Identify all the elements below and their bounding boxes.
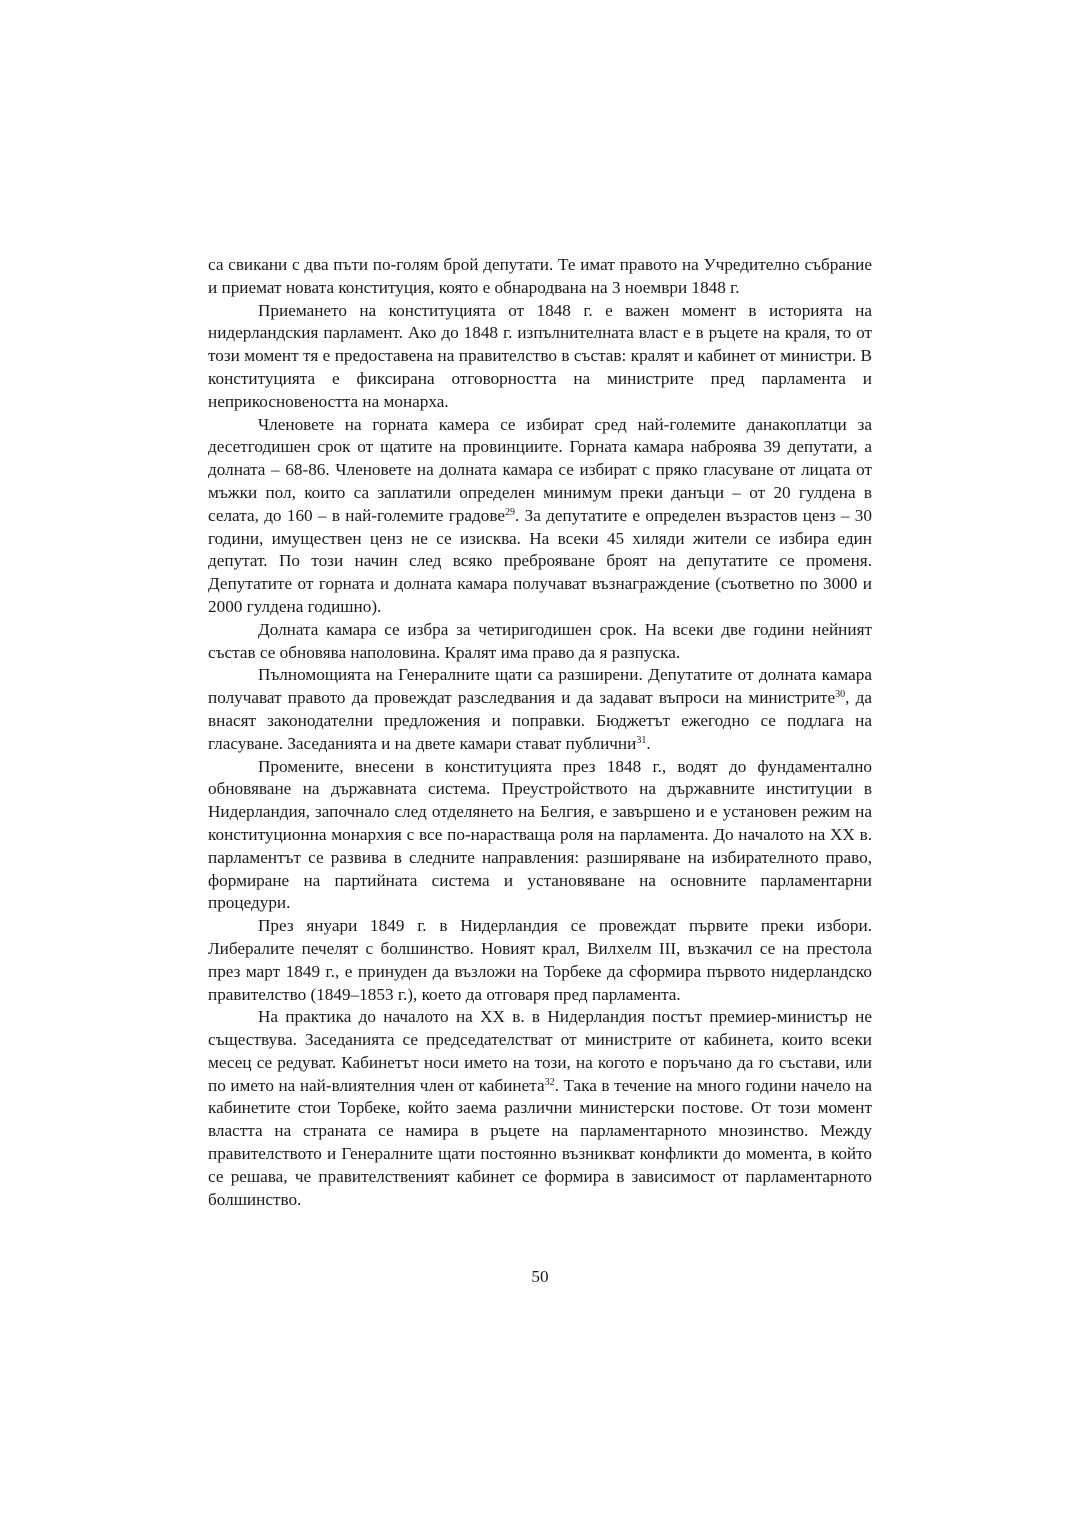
paragraph (208, 300, 872, 414)
text-run: Пълномощията на Генералните щати са разширени. Депутатите от долната камара получават правото да провеждат разследвания и да задават въпроси на министрите (208, 665, 872, 708)
text-run: . Така в течение на много години начело на кабинетите стои Торбеке, който заема различни министерски постове. От този момент властта на страната се намира в ръцете на парламентарното мнозинство. Между правителството и Генералните щати постоянно възникват конфликти до момента, в който се решава, че правителственият кабинет се формира в зависимост от парламентарното болшинство. (208, 1075, 872, 1209)
text-run: са свикани с два пъти по-голям брой депутати. Те имат правото на Учредително събрание и приемат новата конституция, която е обнародвана на 3 ноември 1848 г. (208, 255, 872, 297)
page-body (208, 254, 872, 1211)
text-run: , да внасят законодателни предложения и поправки. Бюджетът ежегодно се подлага на гласуване. Заседанията и на двете камари стават публични (208, 688, 872, 753)
text-run: Членовете на горната камера се избират сред най-големите данакоплатци за десетгодишен срок от щатите на провинциите. Горната камара наброява 39 депутати, а долната – 68-86. Членовете на долната камара се избират с пряко гласуване от лицата от мъжки пол, които са заплатили определен минимум преки данъци – от 20 гулдена в селата, до 160 – в най-големите градове (208, 414, 872, 525)
paragraph (208, 414, 872, 619)
paragraph (208, 254, 872, 300)
text-run: Промените, внесени в конституцията през 1848 г., водят до фундаментално обновяване на държавната система. Преустройството на държавните институции в Нидерландия, започнало след отделянето на Белгия, е завършено и е установен режим на конституционна монархия с все по-нарастваща роля на парламента. До началото на XX в. парламентът се развива в следните направления: разширяване на избирателното право, формиране на партийната система и установяване на основните парламентарни процедури. (208, 756, 872, 913)
footnote-ref: 31 (636, 734, 647, 746)
text-run: . (646, 733, 651, 753)
paragraph (208, 915, 872, 1006)
text-run: На практика до началото на XX в. в Нидерландия постът премиер-министър не съществува. Заседанията се председателстват от министрите от кабинета, които всеки месец се редуват. Кабинетът носи името на този, на когото е поръчано да го състави, или по името на най-влиятелния член от кабинета (208, 1007, 872, 1095)
paragraph (208, 619, 872, 665)
page-number: 50 (531, 1267, 549, 1286)
footnote-ref: 30 (835, 689, 846, 701)
paragraph (208, 756, 872, 916)
paragraph (208, 664, 872, 755)
text-run: Долната камара се избра за четиригодишен срок. На всеки две години нейният състав се обновява наполовина. Кралят има право да я разпуска. (208, 619, 872, 662)
text-run: През януари 1849 г. в Нидерландия се провеждат първите преки избори. Либералите печелят с болшинство. Новият крал, Вилхелм III, възкачил се на престола през март 1849 г., е принуден да възложи на Торбеке да сформира първото нидерландско правителство (1849–1853 г.), което да отговаря пред парламента. (208, 916, 872, 1004)
footnote-ref: 29 (505, 506, 516, 518)
paragraph (208, 1006, 872, 1211)
text-run: Приемането на конституцията от 1848 г. е важен момент в историята на нидерландския парламент. Ако до 1848 г. изпълнителната власт е в ръцете на краля, то от този момент тя е предоставена на правителство в състав: кралят и кабинет от министри. В конституцията е фиксирана отговорността на министрите пред парламента и неприкосновеността на монарха. (208, 300, 872, 411)
text-run: . За депутатите е определен възрастов ценз – 30 години, имуществен ценз не се изисква. На всеки 45 хиляди жители се избира един депутат. По този начин след всяко преброяване броят на депутатите се променя. Депутатите от горната и долната камара получават възнаграждение (съответно по 3000 и 2000 гулдена годишно). (208, 505, 872, 616)
footnote-ref: 32 (544, 1076, 555, 1088)
